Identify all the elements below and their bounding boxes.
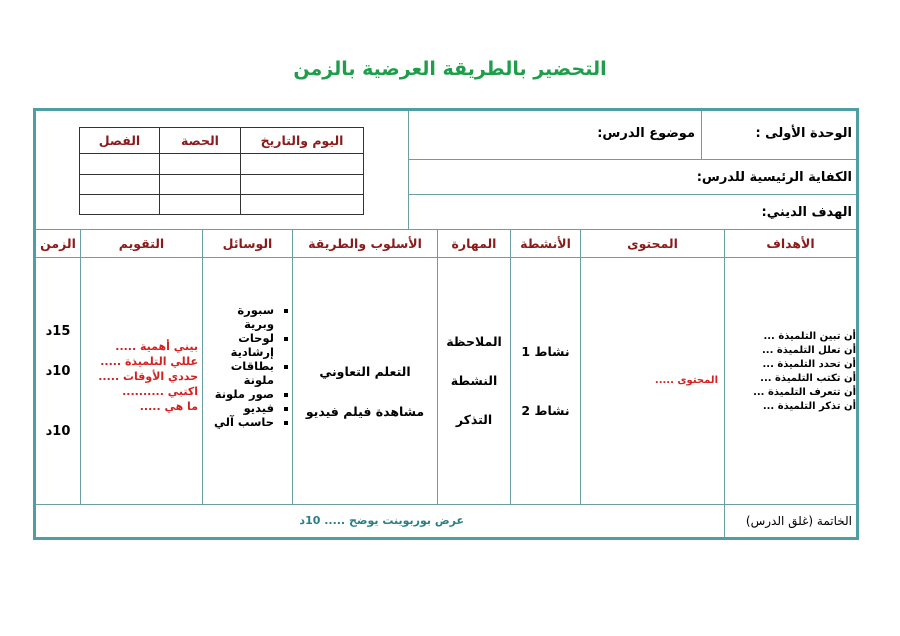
means-list xyxy=(206,303,288,429)
method-video: مشاهدة فيلم فيديو xyxy=(305,404,425,419)
religious-goal-label: الهدف الديني: xyxy=(761,205,852,220)
objective-item: أن تذكر التلميذة ... xyxy=(762,401,856,412)
small-table-header-date: اليوم والتاريخ xyxy=(260,133,344,148)
time-2: 10د xyxy=(45,364,71,379)
evaluation-list xyxy=(83,339,198,414)
objectives-list xyxy=(696,330,856,414)
means-item: ▪ صور ملونة xyxy=(206,387,274,401)
col-header-evaluation: التقويم xyxy=(118,236,165,251)
closing-label: الخاتمة (غلق الدرس) xyxy=(745,514,852,528)
col-header-content: المحتوى xyxy=(627,236,678,251)
evaluation-item: حددي الأوقات ..... xyxy=(98,370,198,383)
topic-label: موضوع الدرس: xyxy=(597,126,695,141)
means-item: ▪ بطاقات ملونة xyxy=(206,359,274,387)
content-text: المحتوى ..... xyxy=(654,375,718,386)
skill-observation: الملاحظة xyxy=(446,334,502,349)
col-header-activities: الأنشطة xyxy=(520,236,571,251)
evaluation-item: اكتبي .......... xyxy=(122,385,198,398)
col-header-means: الوسائل xyxy=(222,236,273,251)
unit-label: الوحدة الأولى : xyxy=(755,126,852,141)
evaluation-item: ما هي ..... xyxy=(139,400,198,413)
activity-2: نشاط 2 xyxy=(521,403,570,418)
evaluation-item: بيني أهمية ..... xyxy=(115,340,198,353)
means-item: ▪ حاسب آلي xyxy=(206,415,274,429)
time-1: 15د xyxy=(45,324,71,339)
small-table-header-class: الفصل xyxy=(98,133,141,148)
objective-item: أن تبين التلميذة ... xyxy=(763,331,856,342)
time-3: 10د xyxy=(45,424,71,439)
means-item: ▪ لوحات إرشادية xyxy=(206,331,274,359)
col-header-method: الأسلوب والطريقة xyxy=(308,236,422,251)
col-header-time: الزمن xyxy=(40,236,76,251)
means-item: ▪ سبورة وبرية xyxy=(206,303,274,331)
evaluation-item: عللي التلميذة ..... xyxy=(100,355,198,368)
objective-item: أن تعلل التلميذة ... xyxy=(761,345,856,356)
method-cooperative: التعلم التعاوني xyxy=(319,364,411,379)
objective-item: أن تتعرف التلميذة ... xyxy=(753,387,856,398)
col-header-skill: المهارة xyxy=(451,236,497,251)
page-title: التحضير بالطريقة العرضية بالزمن xyxy=(293,58,607,80)
small-table-header-period: الحصة xyxy=(181,133,219,148)
skill-recall: التذكر xyxy=(455,412,493,427)
skill-activity: النشطة xyxy=(450,373,498,388)
objective-item: أن تكتب التلميذة ... xyxy=(760,373,856,384)
closing-text: عرض بوربوينت يوضح ..... 10د xyxy=(299,514,464,527)
means-item: ▪ فيديو xyxy=(206,401,274,415)
objective-item: أن تحدد التلميذة ... xyxy=(762,359,856,370)
col-header-objectives: الأهداف xyxy=(766,236,815,251)
competency-label: الكفاية الرئيسية للدرس: xyxy=(696,170,852,185)
activity-1: نشاط 1 xyxy=(521,344,570,359)
